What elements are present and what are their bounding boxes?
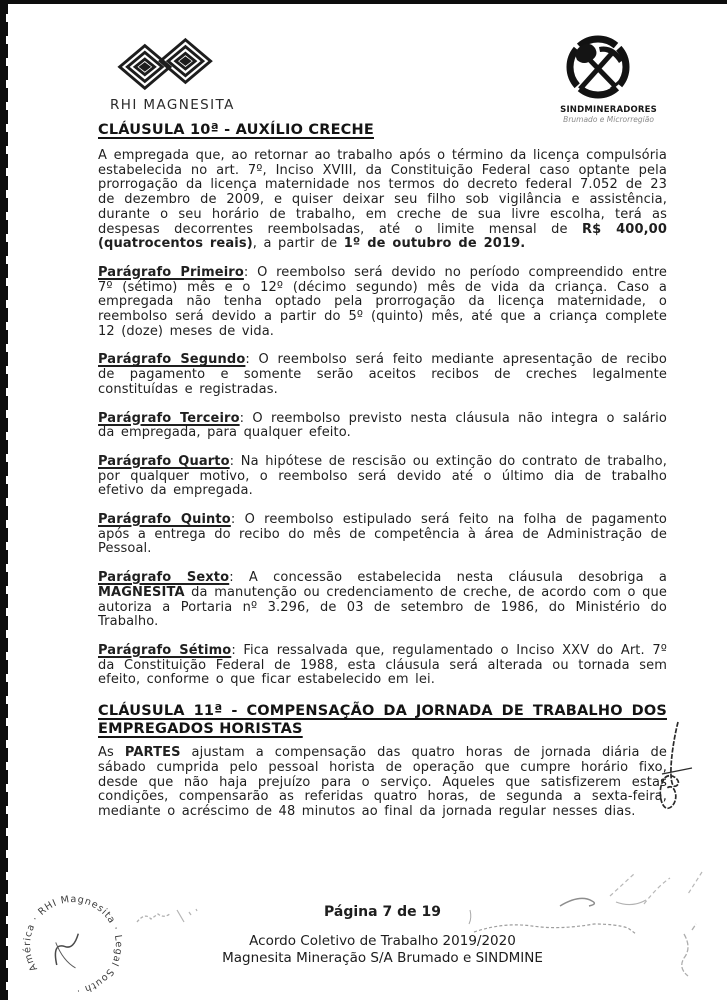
paragraph-text: : A concessão estabelecida nesta cláusula desobriga a xyxy=(229,570,667,586)
scan-edge-left xyxy=(0,0,6,1000)
paragraph-label: Parágrafo Sétimo xyxy=(98,642,232,658)
paragraph-bold-company: MAGNESITA xyxy=(98,584,185,600)
paragraph-label: Parágrafo Quarto xyxy=(98,453,230,469)
paragrafo-segundo xyxy=(98,353,667,397)
intro-bold-amount: R$ 400,00 (quatrocentos reais) xyxy=(98,221,668,252)
paragraph-label: Parágrafo Quinto xyxy=(98,512,231,528)
clause-11-title: CLÁUSULA 11ª - COMPENSAÇÃO DA JORNADA DE TRABALHO DOS EMPREGADOS HORISTAS xyxy=(98,703,667,738)
doc-title-line1: Acordo Coletivo de Trabalho 2019/2020 xyxy=(249,933,516,949)
intro-text: As xyxy=(98,745,125,761)
pencil-marks-corner xyxy=(592,868,727,1000)
legal-stamp xyxy=(14,886,132,1004)
intro-text: A empregada que, ao retornar ao trabalho após o término da licença compulsória estabelecida no art. 7º, Inciso XVIII, da Constituição Federal caso optante pela prorrogação da licença maternidade nos termos do decreto federal 7.052 de 23 de dezembro de 2009, e quiser deixar seu filho sob vigilância e assistência, durante o seu horário de trabalho, em creche de sua livre escolha, terá as despesas decorrentes reembolsadas, até o limite mensal de xyxy=(98,148,667,237)
paragraph-label: Parágrafo Sexto xyxy=(98,570,230,586)
paragraph-text: : O reembolso previsto nesta cláusula não integra o salário da empregada, para qualquer efeito. xyxy=(98,410,667,441)
intro-bold-partes: PARTES xyxy=(124,745,181,761)
rhi-magnesita-logo-icon xyxy=(110,34,235,94)
document-header xyxy=(98,34,667,124)
paragrafo-primeiro xyxy=(98,266,667,340)
document-body xyxy=(98,34,667,834)
intro-bold-date: 1º de outubro de 2019. xyxy=(343,236,526,252)
paragraph-label: Parágrafo Primeiro xyxy=(98,264,244,280)
stamp-signature xyxy=(49,933,86,965)
paragrafo-setimo xyxy=(98,644,667,688)
scan-edge-top xyxy=(0,0,727,4)
margin-signature xyxy=(642,712,702,847)
company-name: RHI MAGNESITA xyxy=(110,97,235,113)
paragraph-label: Parágrafo Terceiro xyxy=(98,410,240,426)
clause-11-intro xyxy=(98,746,667,820)
union-name: SINDMINERADORES xyxy=(560,105,657,115)
intro-text-2: , a partir de xyxy=(252,236,344,252)
paragraph-label: Parágrafo Segundo xyxy=(98,352,246,368)
union-brand xyxy=(560,34,657,124)
pencil-scribble-near-stamp xyxy=(133,896,208,938)
paragrafo-quarto xyxy=(98,455,667,499)
paragraph-text: : Fica ressalvada que, regulamentado o Inciso XXV do Art. 7º da Constituição Federal de 1988, esta cláusula será alterada ou tornada sem efeito, conforme o que ficar estabelecido em lei. xyxy=(98,642,667,688)
page-number: Página 7 de 19 xyxy=(324,904,441,920)
paragraph-text: : O reembolso será feito mediante apresentação de recibo de pagamento e somente serão aceitos recibos de creches legalmente constituídas e registradas. xyxy=(98,352,667,397)
paragraph-text: : O reembolso será devido no período compreendido entre 7º (sétimo) mês e o 12º (décimo segundo) mês de vida da criança. Caso a empregada não tenha optado pela prorrogação da licença maternidade, o reembolso será devido a partir do 5º (quinto) mês, até que a criança complete 12 (doze) meses de vida. xyxy=(98,264,668,339)
paragraph-text-2: da manutenção ou credenciamento de creche, de acordo com o que autoriza a Portaria nº 3.296, de 03 de setembro de 1986, do Ministério do Trabalho. xyxy=(98,584,667,630)
doc-title-line2: Magnesita Mineração S/A Brumado e SINDMINE xyxy=(222,950,543,966)
stamp-arc-text: América · RHI Magnesita · Legal South · xyxy=(22,894,124,996)
paragraph-text: : O reembolso estipulado será feito na folha de pagamento após a entrega do recibo do mês de competência à área de Administração de Pessoal. xyxy=(98,512,667,557)
clause-10-intro xyxy=(98,149,667,252)
sindmineradores-logo-icon xyxy=(560,34,657,104)
paragraph-text: : Na hipótese de rescisão ou extinção do contrato de trabalho, por qualquer motivo, o reembolso será devido até o último dia de trabalho efetivo da empregada. xyxy=(98,453,667,499)
clause-10-title: CLÁUSULA 10ª - AUXÍLIO CRECHE xyxy=(98,122,374,138)
union-subtitle: Brumado e Microrregião xyxy=(563,115,654,124)
intro-text-2: ajustam a compensação das quatro horas de jornada diária de sábado cumprida pelo pessoal horista de operação que cumpre horário fixo, desde que não haja prejuízo para o serviço. Aqueles que satisfizerem estas condições, compensarão as referidas quatro horas, de segunda a sexta-feira, mediante o acréscimo de 48 minutos ao final da jornada regular nesses dias. xyxy=(98,745,668,819)
paragrafo-quinto xyxy=(98,513,667,557)
company-brand xyxy=(110,34,235,113)
paragrafo-terceiro xyxy=(98,412,667,441)
paragrafo-sexto xyxy=(98,571,667,630)
